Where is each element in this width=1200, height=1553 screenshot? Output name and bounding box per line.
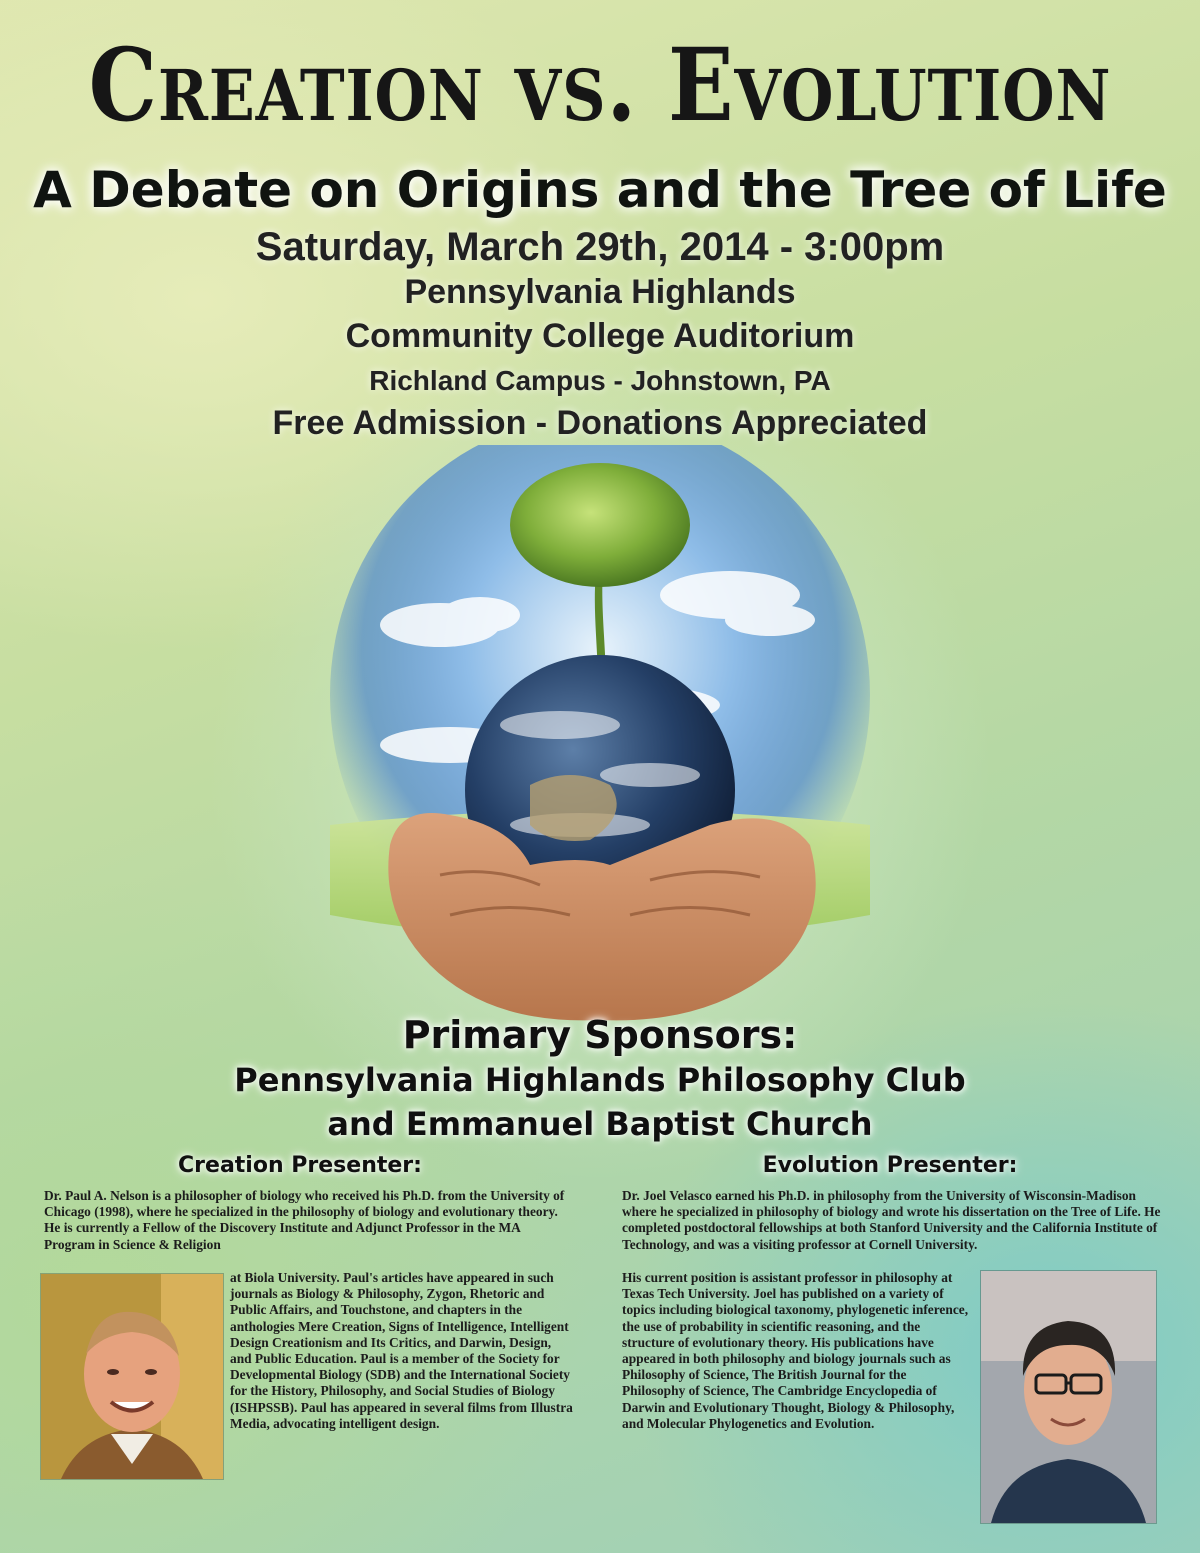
evolution-bio-intro: Dr. Joel Velasco earned his Ph.D. in philosophy from the University of Wisconsin-Madison where he specialized in philosophy of biology and wrote his dissertation on the Tree of Life. He completed postdoctoral fellowships at both Stanford University and the California Institute of Technology, and was a visiting professor at Cornell University.	[622, 1188, 1161, 1252]
evolution-presenter-bio	[622, 1188, 1167, 1253]
campus-location: Richland Campus - Johnstown, PA	[369, 365, 831, 396]
creation-bio-body: at Biola University. Paul's articles have appeared in such journals as Biology & Philosophy, Zygon, Rhetoric and Public Affairs, and Touchstone, and chapters in the anthologies Mere Creation, Signs of Intelligence, Intelligent Design Creationism and Its Critics, and Darwin, Design, and Public Education. Paul is a member of the Society for Developmental Biology (SDB) and the International Society for the History, Philosophy, and Social Studies of Biology (ISHPSSB). Paul has appeared in several films from Illustra Media, advocating intelligent design.	[230, 1270, 573, 1431]
creation-presenter-bio-continued	[230, 1270, 575, 1432]
admission-info: Free Admission - Donations Appreciated	[272, 404, 928, 442]
evolution-presenter-heading: Evolution Presenter:	[762, 1153, 1018, 1178]
event-title: Creation vs. Evolution	[88, 26, 1112, 144]
evolution-bio-body: His current position is assistant professor in philosophy at Texas Tech University. Joel has published on a variety of topics including biological taxonomy, phylogenetic inference, the use of probability in scientific reasoning, and the structure of evolutionary theory. His publications have appeared in both philosophy and biology journals such as Philosophy of Science, The British Journal for the Philosophy of Science, The Cambridge Encyclopedia of Darwin and Evolutionary Thought, Biology & Philosophy, and Molecular Phylogenetics and Evolution.	[622, 1270, 969, 1431]
sponsors-heading: Primary Sponsors:	[402, 1013, 798, 1057]
evolution-presenter-bio-continued	[622, 1270, 972, 1432]
venue-line-1: Pennsylvania Highlands	[404, 273, 796, 311]
creation-presenter-heading: Creation Presenter:	[178, 1153, 422, 1178]
sponsor-line-2: and Emmanuel Baptist Church	[327, 1105, 873, 1143]
creation-presenter-bio	[44, 1188, 572, 1253]
event-subtitle: A Debate on Origins and the Tree of Life	[33, 161, 1167, 219]
earth-in-hands-illustration	[330, 445, 870, 1025]
event-date-time: Saturday, March 29th, 2014 - 3:00pm	[255, 225, 945, 269]
portrait-joel-velasco	[980, 1270, 1157, 1524]
tree-canopy	[510, 463, 690, 587]
creation-bio-intro: Dr. Paul A. Nelson is a philosopher of biology who received his Ph.D. from the University of Chicago (1998), where he specialized in the philosophy of biology and evolutionary theory. He is currently a Fellow of the Discovery Institute and Adjunct Professor in the MA Program in Science & Religion	[44, 1188, 565, 1252]
venue-line-2: Community College Auditorium	[345, 317, 855, 355]
sponsor-line-1: Pennsylvania Highlands Philosophy Club	[234, 1061, 966, 1099]
portrait-paul-nelson	[40, 1273, 224, 1480]
